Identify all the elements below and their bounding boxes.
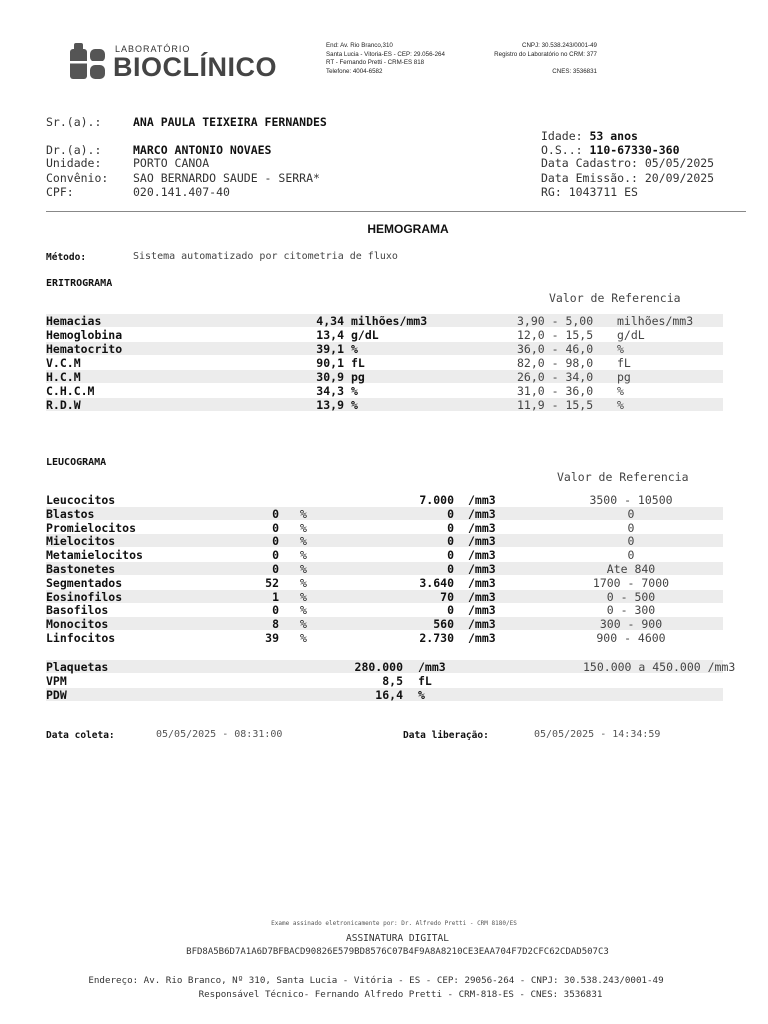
test-value: 4,34 [316, 314, 344, 328]
table-row [0, 674, 768, 688]
unit-value: PORTO CANOA [133, 156, 210, 170]
cell-percent-unit: % [300, 631, 307, 645]
liberacao-label: Data liberação: [403, 730, 489, 741]
cell-absolute: 0 [447, 506, 454, 521]
cell-reference: 0 [627, 520, 635, 535]
platelet-unit: % [418, 688, 425, 702]
reference-unit: % [617, 398, 624, 412]
registry-line: CNPJ: 30.538.243/0001-49 [522, 42, 597, 49]
method-label: Método: [46, 252, 87, 263]
cell-name: Monocitos [46, 617, 109, 632]
cell-name: Bastonetes [46, 562, 116, 576]
test-unit: % [351, 398, 358, 412]
cell-absolute-unit: /mm3 [468, 603, 496, 618]
test-name: C.H.C.M [46, 384, 95, 398]
cell-reference: 1700 - 7000 [592, 575, 670, 590]
cell-percent: 0 [272, 506, 279, 521]
cell-absolute: 2.730 [419, 631, 454, 645]
cell-absolute-unit: /mm3 [468, 520, 496, 535]
reference-range: 36,0 - 46,0 [517, 342, 594, 356]
table-row [0, 398, 768, 412]
cell-name: Linfocitos [46, 631, 116, 645]
cell-absolute-unit: /mm3 [468, 562, 496, 576]
table-row [0, 617, 768, 631]
cell-name: Segmentados [46, 575, 123, 590]
registry-line: CNES: 3536831 [552, 67, 597, 75]
age-label: Idade: [541, 129, 583, 143]
test-unit: % [351, 384, 358, 398]
platelet-name: PDW [46, 688, 67, 702]
platelet-unit: fL [418, 674, 432, 688]
cell-percent-unit: % [300, 548, 307, 563]
reference-unit: fL [617, 356, 631, 370]
emissao-value: 20/09/2025 [644, 171, 715, 185]
cell-reference: 0 - 500 [606, 589, 656, 604]
test-unit: fL [351, 356, 365, 370]
platelet-reference: 150.000 a 450.000 /mm3 [583, 660, 736, 674]
cell-percent-unit: % [300, 575, 307, 590]
lab-logo-icon [70, 43, 108, 79]
registry-line [480, 59, 597, 68]
reference-unit: milhões/mm3 [617, 314, 694, 328]
cell-absolute: 0 [447, 534, 454, 549]
test-name: H.C.M [46, 370, 81, 384]
test-unit: pg [351, 370, 365, 384]
cadastro-label: Data Cadastro: [541, 156, 638, 170]
test-name: Hematocrito [46, 342, 123, 356]
test-unit: g/dL [351, 328, 379, 342]
table-row [0, 603, 768, 617]
cell-absolute: 0 [447, 603, 454, 618]
test-name: Hemoglobina [46, 328, 123, 342]
table-row [0, 384, 768, 398]
reference-range: 31,0 - 36,0 [517, 384, 594, 398]
test-value: 39,1 [316, 342, 344, 356]
test-value: 13,9 [316, 398, 344, 412]
coleta-value: 05/05/2025 - 08:31:00 [156, 729, 283, 740]
test-value: 30,9 [316, 370, 344, 384]
cell-reference: 300 - 900 [599, 617, 663, 632]
signed-by-text: Exame assinado eletronicamente por: Dr. Alfredo Pretti - CRM 8180/ES [271, 920, 517, 927]
convenio-value: SAO BERNARDO SAUDE - SERRA* [133, 171, 320, 185]
table-row [0, 328, 768, 342]
test-name: Hemacias [46, 314, 102, 328]
cell-absolute: 0 [447, 548, 454, 563]
cpf-label: CPF: [46, 185, 74, 199]
convenio-label: Convênio: [46, 171, 109, 185]
table-row [0, 370, 768, 384]
signature-hash: BFD8A5B6D7A1A6D7BFBACD90826E579BD8576C07B4F9A8A8210CE3EAA704F7D2CFC62CDAD507C3 [186, 947, 609, 957]
platelet-unit: /mm3 [418, 660, 446, 674]
cell-absolute-unit: /mm3 [468, 589, 496, 604]
cell-percent-unit: % [300, 534, 307, 549]
emissao-label: Data Emissão.: [541, 171, 638, 185]
address-line: RT - Fernando Pretti - CRM-ES 818 [326, 59, 425, 67]
rg-label: RG: [541, 185, 562, 199]
address-line: End: Av. Rio Branco,310 [326, 42, 393, 49]
patient-name: ANA PAULA TEIXEIRA FERNANDES [133, 115, 327, 129]
table-row [0, 534, 768, 548]
cell-percent-unit: % [300, 617, 307, 632]
patient-name-label: Sr.(a).: [46, 115, 102, 129]
reference-range: 11,9 - 15,5 [517, 398, 594, 412]
logo-title: BIOCLÍNICO [113, 52, 277, 82]
cell-absolute: 0 [447, 562, 454, 576]
cell-name: Leucocitos [46, 493, 116, 507]
cell-absolute: 0 [447, 520, 454, 535]
cell-absolute-unit: /mm3 [468, 548, 496, 563]
exam-title: HEMOGRAMA [367, 222, 449, 236]
coleta-label: Data coleta: [46, 730, 115, 741]
table-row [0, 660, 768, 674]
address-line: Telefone: 4004-6582 [326, 67, 383, 75]
table-row [0, 631, 768, 645]
unit-label: Unidade: [46, 156, 102, 170]
cell-reference: 0 [627, 534, 635, 549]
doctor-name: MARCO ANTONIO NOVAES [133, 143, 272, 157]
table-row [0, 576, 768, 590]
reference-range: 26,0 - 34,0 [517, 370, 594, 384]
cell-absolute: 3.640 [419, 575, 454, 590]
footer-responsible: Responsável Técnico- Fernando Alfredo Pretti - CRM-818-ES - CNES: 3536831 [198, 989, 603, 1000]
method-value: Sistema automatizado por citometria de fluxo [133, 251, 398, 262]
leucograma-title: LEUCOGRAMA [46, 457, 107, 468]
cell-percent: 52 [265, 575, 279, 590]
cell-absolute: 70 [440, 589, 454, 604]
cell-reference: 0 [627, 548, 635, 563]
test-name: R.D.W [46, 398, 81, 412]
platelet-value: 280.000 [354, 660, 403, 674]
cell-absolute: 560 [433, 617, 454, 632]
os-value: 110-67330-360 [589, 143, 680, 157]
cell-percent: 1 [272, 589, 279, 604]
reference-range: 12,0 - 15,5 [517, 328, 594, 342]
platelet-name: VPM [46, 674, 67, 688]
reference-range: 3,90 - 5,00 [517, 314, 594, 328]
table-row [0, 688, 768, 702]
cell-absolute-unit: /mm3 [468, 534, 496, 549]
cell-percent-unit: % [300, 520, 307, 535]
doctor-label: Dr.(a).: [46, 143, 102, 157]
age-value: 53 anos [589, 129, 638, 143]
table-row [0, 507, 768, 521]
table-row [0, 521, 768, 535]
lab-address-block [326, 42, 445, 76]
cell-percent-unit: % [300, 603, 307, 618]
test-value: 90,1 [316, 356, 344, 370]
test-name: V.C.M [46, 356, 81, 370]
cell-reference: 0 [627, 506, 635, 521]
cpf-value: 020.141.407-40 [133, 185, 230, 199]
platelet-name: Plaquetas [46, 660, 109, 674]
signature-title: ASSINATURA DIGITAL [346, 933, 449, 944]
eritrograma-title: ERITROGRAMA [46, 278, 113, 289]
platelet-value: 16,4 [375, 688, 403, 702]
cell-name: Eosinofilos [46, 589, 123, 604]
address-line: Santa Lucia - Vitoria-ES - CEP: 29.056-264 [326, 50, 445, 58]
table-row [0, 590, 768, 604]
cell-percent: 0 [272, 603, 279, 618]
registry-line: Registro do Laboratório no CRM: 377 [494, 50, 597, 58]
eritrograma-ref-header: Valor de Referencia [549, 291, 681, 305]
cell-percent: 8 [272, 617, 279, 632]
cell-percent-unit: % [300, 589, 307, 604]
cell-name: Mielocitos [46, 534, 116, 549]
test-value: 13,4 [316, 328, 344, 342]
cell-percent: 0 [272, 548, 279, 563]
cell-absolute-unit: /mm3 [468, 631, 496, 645]
cell-percent: 0 [272, 520, 279, 535]
cell-percent: 39 [265, 631, 279, 645]
reference-range: 82,0 - 98,0 [517, 356, 594, 370]
divider [46, 211, 746, 212]
cell-name: Metamielocitos [46, 548, 143, 563]
cell-reference: Ate 840 [606, 562, 656, 576]
footer-address: Endereço: Av. Rio Branco, Nº 310, Santa Lucia - Vitória - ES - CEP: 29056-264 - CNPJ: 30.538.243/0001-49 [88, 975, 664, 986]
rg-value: 1043711 ES [568, 185, 638, 199]
cell-name: Blastos [46, 506, 95, 521]
os-label: O.S..: [541, 143, 583, 157]
cell-name: Promielocitos [46, 520, 137, 535]
cell-reference: 0 - 300 [606, 603, 656, 618]
reference-unit: g/dL [617, 328, 645, 342]
table-row [0, 356, 768, 370]
cell-name: Basofilos [46, 603, 109, 618]
table-row [0, 342, 768, 356]
liberacao-value: 05/05/2025 - 14:34:59 [534, 729, 661, 740]
cell-absolute-unit: /mm3 [468, 575, 496, 590]
table-row [0, 562, 768, 576]
cell-percent: 0 [272, 562, 279, 576]
test-value: 34,3 [316, 384, 344, 398]
cell-percent-unit: % [300, 562, 307, 576]
reference-unit: pg [617, 370, 631, 384]
lab-registry-block [480, 42, 597, 76]
table-row [0, 493, 768, 507]
platelet-value: 8,5 [382, 674, 403, 688]
table-row [0, 548, 768, 562]
reference-unit: % [617, 384, 624, 398]
leucograma-ref-header: Valor de Referencia [557, 470, 689, 484]
cell-absolute-unit: /mm3 [468, 617, 496, 632]
cadastro-value: 05/05/2025 [644, 156, 715, 170]
cell-absolute: 7.000 [419, 493, 454, 507]
reference-unit: % [617, 342, 624, 356]
test-unit: % [351, 342, 358, 356]
cell-absolute-unit: /mm3 [468, 506, 496, 521]
table-row [0, 314, 768, 328]
cell-percent-unit: % [300, 506, 307, 521]
logo-subtitle: LABORATÓRIO [115, 44, 191, 54]
cell-reference: 3500 - 10500 [589, 493, 673, 507]
test-unit: milhões/mm3 [351, 314, 428, 328]
cell-reference: 900 - 4600 [596, 631, 666, 645]
cell-absolute-unit: /mm3 [468, 493, 496, 507]
cell-percent: 0 [272, 534, 279, 549]
